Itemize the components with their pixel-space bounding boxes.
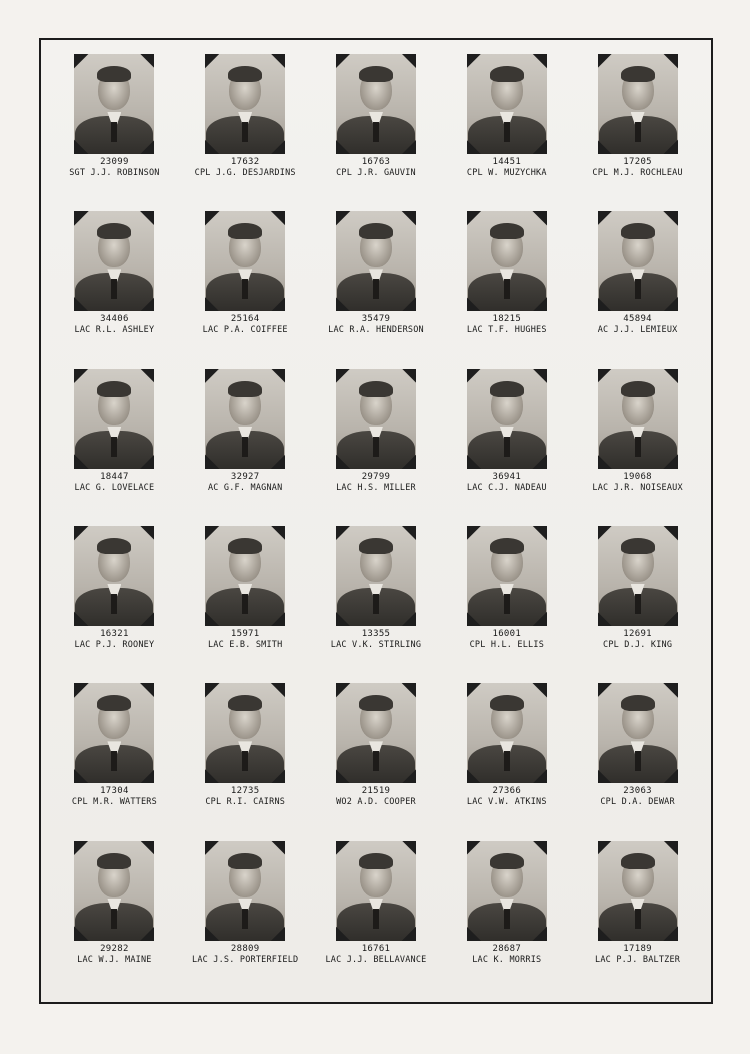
photo-corner-mount bbox=[336, 211, 351, 226]
rank-and-name: LAC E.B. SMITH bbox=[207, 639, 283, 650]
photo-corner-mount bbox=[401, 841, 416, 856]
portrait-card bbox=[311, 837, 442, 994]
portrait-photo bbox=[74, 369, 154, 469]
photo-corner-mount bbox=[663, 683, 678, 698]
service-number: 16761 bbox=[361, 943, 391, 954]
hair-shape bbox=[359, 695, 393, 711]
portrait-card bbox=[441, 679, 572, 836]
photo-corner-mount bbox=[663, 54, 678, 69]
service-number: 34406 bbox=[100, 314, 129, 325]
photo-corner-mount bbox=[205, 526, 220, 541]
rank-and-name: LAC T.F. HUGHES bbox=[466, 325, 547, 336]
hair-shape bbox=[97, 381, 131, 397]
service-number: 28687 bbox=[492, 943, 522, 954]
rank-and-name: WO2 A.D. COOPER bbox=[336, 797, 416, 808]
tie-shape bbox=[373, 751, 379, 771]
service-number: 21519 bbox=[361, 786, 391, 797]
hair-shape bbox=[97, 223, 131, 239]
portrait-photo bbox=[467, 369, 547, 469]
rank-and-name: CPL J.G. DESJARDINS bbox=[194, 168, 296, 178]
portrait-card bbox=[572, 837, 703, 994]
hair-shape bbox=[359, 853, 393, 869]
portrait-photo bbox=[336, 841, 416, 941]
service-number: 25164 bbox=[230, 314, 260, 325]
service-number: 17632 bbox=[230, 157, 260, 167]
portrait-card bbox=[180, 365, 311, 522]
hair-shape bbox=[359, 538, 393, 554]
rank-and-name: CPL J.R. GAUVIN bbox=[336, 168, 416, 178]
hair-shape bbox=[621, 223, 655, 239]
tie-shape bbox=[242, 122, 248, 142]
hair-shape bbox=[228, 66, 262, 82]
rank-and-name: LAC J.R. NOISEAUX bbox=[592, 482, 683, 493]
portrait-card bbox=[572, 679, 703, 836]
hair-shape bbox=[490, 223, 524, 239]
rank-and-name: LAC H.S. MILLER bbox=[336, 482, 416, 493]
portrait-photo bbox=[205, 211, 285, 311]
photo-corner-mount bbox=[270, 369, 285, 384]
photo-corner-mount bbox=[205, 54, 220, 69]
portrait-card bbox=[441, 837, 572, 994]
photo-corner-mount bbox=[532, 369, 547, 384]
photo-corner-mount bbox=[205, 683, 220, 698]
photo-corner-mount bbox=[139, 841, 154, 856]
rank-and-name: LAC P.J. ROONEY bbox=[74, 639, 155, 650]
portrait-photo bbox=[205, 526, 285, 626]
photo-corner-mount bbox=[74, 526, 89, 541]
tie-shape bbox=[504, 437, 510, 457]
tie-shape bbox=[242, 594, 248, 614]
portrait-photo bbox=[598, 54, 678, 154]
photo-corner-mount bbox=[139, 369, 154, 384]
photo-corner-mount bbox=[467, 54, 482, 69]
rank-and-name: LAC J.J. BELLAVANCE bbox=[325, 954, 427, 965]
portrait-card bbox=[49, 679, 180, 836]
service-number: 16763 bbox=[361, 157, 391, 167]
service-number: 15971 bbox=[230, 628, 260, 639]
portrait-photo bbox=[74, 841, 154, 941]
rank-and-name: LAC P.A. COIFFEE bbox=[202, 325, 288, 336]
service-number: 17189 bbox=[623, 943, 652, 954]
portrait-card bbox=[311, 50, 442, 207]
tie-shape bbox=[111, 909, 117, 929]
rank-and-name: LAC W.J. MAINE bbox=[77, 954, 152, 965]
rank-and-name: AC G.F. MAGNAN bbox=[207, 482, 283, 493]
tie-shape bbox=[373, 594, 379, 614]
hair-shape bbox=[359, 66, 393, 82]
portrait-photo bbox=[336, 526, 416, 626]
service-number: 35479 bbox=[361, 314, 391, 325]
portrait-photo bbox=[74, 54, 154, 154]
service-number: 23099 bbox=[100, 157, 129, 167]
rank-and-name: LAC R.A. HENDERSON bbox=[328, 325, 424, 336]
service-number: 18215 bbox=[492, 314, 522, 325]
portrait-photo bbox=[205, 54, 285, 154]
photo-corner-mount bbox=[205, 841, 220, 856]
portrait-card bbox=[572, 207, 703, 364]
rank-and-name: LAC C.J. NADEAU bbox=[466, 482, 547, 493]
rank-and-name: CPL M.R. WATTERS bbox=[71, 797, 157, 808]
portrait-photo bbox=[598, 841, 678, 941]
photo-corner-mount bbox=[663, 369, 678, 384]
tie-shape bbox=[373, 909, 379, 929]
service-number: 36941 bbox=[492, 471, 522, 482]
portrait-card bbox=[441, 365, 572, 522]
portrait-photo bbox=[467, 526, 547, 626]
tie-shape bbox=[635, 751, 641, 771]
service-number: 29282 bbox=[100, 943, 129, 954]
hair-shape bbox=[621, 695, 655, 711]
hair-shape bbox=[359, 381, 393, 397]
portrait-card bbox=[311, 207, 442, 364]
rank-and-name: AC J.J. LEMIEUX bbox=[597, 325, 678, 336]
photo-corner-mount bbox=[598, 526, 613, 541]
tie-shape bbox=[635, 909, 641, 929]
rank-and-name: SGT J.J. ROBINSON bbox=[69, 168, 160, 178]
photo-corner-mount bbox=[598, 683, 613, 698]
rank-and-name: CPL R.I. CAIRNS bbox=[205, 797, 286, 808]
photo-corner-mount bbox=[401, 369, 416, 384]
photo-corner-mount bbox=[336, 683, 351, 698]
portrait-card bbox=[49, 50, 180, 207]
photo-corner-mount bbox=[270, 683, 285, 698]
photo-corner-mount bbox=[532, 211, 547, 226]
tie-shape bbox=[504, 909, 510, 929]
tie-shape bbox=[373, 279, 379, 299]
portrait-card bbox=[311, 522, 442, 679]
tie-shape bbox=[504, 279, 510, 299]
portrait-card bbox=[441, 50, 572, 207]
portrait-card bbox=[49, 837, 180, 994]
photo-corner-mount bbox=[270, 211, 285, 226]
portrait-photo bbox=[336, 369, 416, 469]
hair-shape bbox=[97, 695, 131, 711]
portrait-photo bbox=[467, 54, 547, 154]
photo-corner-mount bbox=[598, 211, 613, 226]
photo-roster-page bbox=[39, 38, 713, 1004]
rank-and-name: CPL D.J. KING bbox=[603, 639, 673, 650]
tie-shape bbox=[242, 909, 248, 929]
portrait-photo bbox=[467, 683, 547, 783]
portrait-photo bbox=[598, 683, 678, 783]
portrait-card bbox=[180, 50, 311, 207]
hair-shape bbox=[621, 381, 655, 397]
photo-corner-mount bbox=[598, 369, 613, 384]
portrait-card bbox=[311, 365, 442, 522]
hair-shape bbox=[228, 381, 262, 397]
portrait-card bbox=[49, 522, 180, 679]
photo-corner-mount bbox=[74, 369, 89, 384]
photo-corner-mount bbox=[401, 526, 416, 541]
photo-corner-mount bbox=[663, 526, 678, 541]
tie-shape bbox=[504, 751, 510, 771]
rank-and-name: LAC V.K. STIRLING bbox=[330, 639, 422, 650]
rank-and-name: LAC J.S. PORTERFIELD bbox=[192, 954, 299, 965]
photo-corner-mount bbox=[74, 683, 89, 698]
service-number: 12735 bbox=[230, 786, 260, 797]
service-number: 45894 bbox=[623, 314, 652, 325]
service-number: 16001 bbox=[492, 628, 522, 639]
photo-corner-mount bbox=[467, 211, 482, 226]
service-number: 29799 bbox=[361, 471, 391, 482]
portrait-photo bbox=[598, 369, 678, 469]
hair-shape bbox=[490, 538, 524, 554]
rank-and-name: LAC V.W. ATKINS bbox=[466, 797, 547, 808]
photo-corner-mount bbox=[401, 54, 416, 69]
tie-shape bbox=[111, 279, 117, 299]
portrait-photo bbox=[74, 526, 154, 626]
tie-shape bbox=[373, 437, 379, 457]
hair-shape bbox=[228, 538, 262, 554]
photo-corner-mount bbox=[598, 841, 613, 856]
portrait-photo bbox=[598, 526, 678, 626]
portrait-card bbox=[180, 207, 311, 364]
photo-corner-mount bbox=[74, 211, 89, 226]
photo-corner-mount bbox=[74, 54, 89, 69]
service-number: 28809 bbox=[230, 943, 260, 954]
photo-corner-mount bbox=[336, 54, 351, 69]
portrait-photo bbox=[598, 211, 678, 311]
photo-corner-mount bbox=[270, 54, 285, 69]
hair-shape bbox=[228, 695, 262, 711]
hair-shape bbox=[97, 538, 131, 554]
rank-and-name: LAC R.L. ASHLEY bbox=[74, 325, 155, 336]
portrait-photo bbox=[205, 683, 285, 783]
hair-shape bbox=[97, 853, 131, 869]
service-number: 18447 bbox=[100, 471, 129, 482]
tie-shape bbox=[373, 122, 379, 142]
service-number: 32927 bbox=[230, 471, 260, 482]
portrait-card bbox=[572, 50, 703, 207]
photo-corner-mount bbox=[74, 841, 89, 856]
photo-corner-mount bbox=[532, 54, 547, 69]
rank-and-name: CPL H.L. ELLIS bbox=[469, 639, 545, 650]
hair-shape bbox=[621, 538, 655, 554]
portrait-photo bbox=[205, 841, 285, 941]
hair-shape bbox=[490, 853, 524, 869]
photo-corner-mount bbox=[336, 526, 351, 541]
photo-corner-mount bbox=[336, 369, 351, 384]
hair-shape bbox=[621, 853, 655, 869]
photo-corner-mount bbox=[532, 841, 547, 856]
portrait-grid bbox=[49, 50, 703, 994]
service-number: 23063 bbox=[623, 786, 652, 797]
hair-shape bbox=[621, 66, 655, 82]
service-number: 14451 bbox=[492, 157, 522, 167]
photo-corner-mount bbox=[467, 841, 482, 856]
photo-corner-mount bbox=[598, 54, 613, 69]
hair-shape bbox=[490, 381, 524, 397]
portrait-card bbox=[180, 679, 311, 836]
service-number: 17205 bbox=[623, 157, 652, 167]
photo-corner-mount bbox=[467, 526, 482, 541]
portrait-card bbox=[572, 365, 703, 522]
photo-corner-mount bbox=[401, 211, 416, 226]
portrait-photo bbox=[467, 211, 547, 311]
portrait-photo bbox=[336, 54, 416, 154]
hair-shape bbox=[490, 66, 524, 82]
portrait-card bbox=[572, 522, 703, 679]
portrait-photo bbox=[336, 683, 416, 783]
portrait-card bbox=[311, 679, 442, 836]
service-number: 12691 bbox=[623, 628, 652, 639]
photo-corner-mount bbox=[532, 526, 547, 541]
rank-and-name: CPL D.A. DEWAR bbox=[600, 797, 675, 808]
portrait-photo bbox=[74, 683, 154, 783]
tie-shape bbox=[635, 437, 641, 457]
rank-and-name: LAC G. LOVELACE bbox=[74, 482, 155, 493]
photo-corner-mount bbox=[139, 54, 154, 69]
rank-and-name: CPL M.J. ROCHLEAU bbox=[592, 168, 683, 178]
photo-corner-mount bbox=[336, 841, 351, 856]
photo-corner-mount bbox=[663, 841, 678, 856]
tie-shape bbox=[635, 122, 641, 142]
tie-shape bbox=[504, 594, 510, 614]
photo-corner-mount bbox=[139, 211, 154, 226]
tie-shape bbox=[504, 122, 510, 142]
portrait-card bbox=[49, 365, 180, 522]
service-number: 27366 bbox=[492, 786, 522, 797]
tie-shape bbox=[242, 751, 248, 771]
photo-corner-mount bbox=[467, 369, 482, 384]
hair-shape bbox=[490, 695, 524, 711]
tie-shape bbox=[111, 122, 117, 142]
service-number: 17304 bbox=[100, 786, 129, 797]
hair-shape bbox=[359, 223, 393, 239]
service-number: 16321 bbox=[100, 628, 129, 639]
photo-corner-mount bbox=[139, 526, 154, 541]
service-number: 13355 bbox=[361, 628, 391, 639]
rank-and-name: CPL W. MUZYCHKA bbox=[466, 168, 547, 178]
hair-shape bbox=[228, 853, 262, 869]
photo-corner-mount bbox=[205, 369, 220, 384]
portrait-photo bbox=[467, 841, 547, 941]
photo-corner-mount bbox=[401, 683, 416, 698]
tie-shape bbox=[635, 279, 641, 299]
rank-and-name: LAC P.J. BALTZER bbox=[595, 954, 681, 965]
photo-corner-mount bbox=[270, 841, 285, 856]
hair-shape bbox=[228, 223, 262, 239]
tie-shape bbox=[111, 751, 117, 771]
tie-shape bbox=[635, 594, 641, 614]
tie-shape bbox=[242, 279, 248, 299]
photo-corner-mount bbox=[663, 211, 678, 226]
portrait-photo bbox=[205, 369, 285, 469]
tie-shape bbox=[242, 437, 248, 457]
photo-corner-mount bbox=[205, 211, 220, 226]
photo-corner-mount bbox=[467, 683, 482, 698]
rank-and-name: LAC K. MORRIS bbox=[472, 954, 542, 965]
photo-corner-mount bbox=[532, 683, 547, 698]
service-number: 19068 bbox=[623, 471, 652, 482]
tie-shape bbox=[111, 594, 117, 614]
tie-shape bbox=[111, 437, 117, 457]
hair-shape bbox=[97, 66, 131, 82]
portrait-card bbox=[441, 207, 572, 364]
photo-corner-mount bbox=[139, 683, 154, 698]
portrait-card bbox=[180, 837, 311, 994]
portrait-photo bbox=[74, 211, 154, 311]
portrait-card bbox=[441, 522, 572, 679]
portrait-card bbox=[49, 207, 180, 364]
portrait-card bbox=[180, 522, 311, 679]
photo-corner-mount bbox=[270, 526, 285, 541]
portrait-photo bbox=[336, 211, 416, 311]
